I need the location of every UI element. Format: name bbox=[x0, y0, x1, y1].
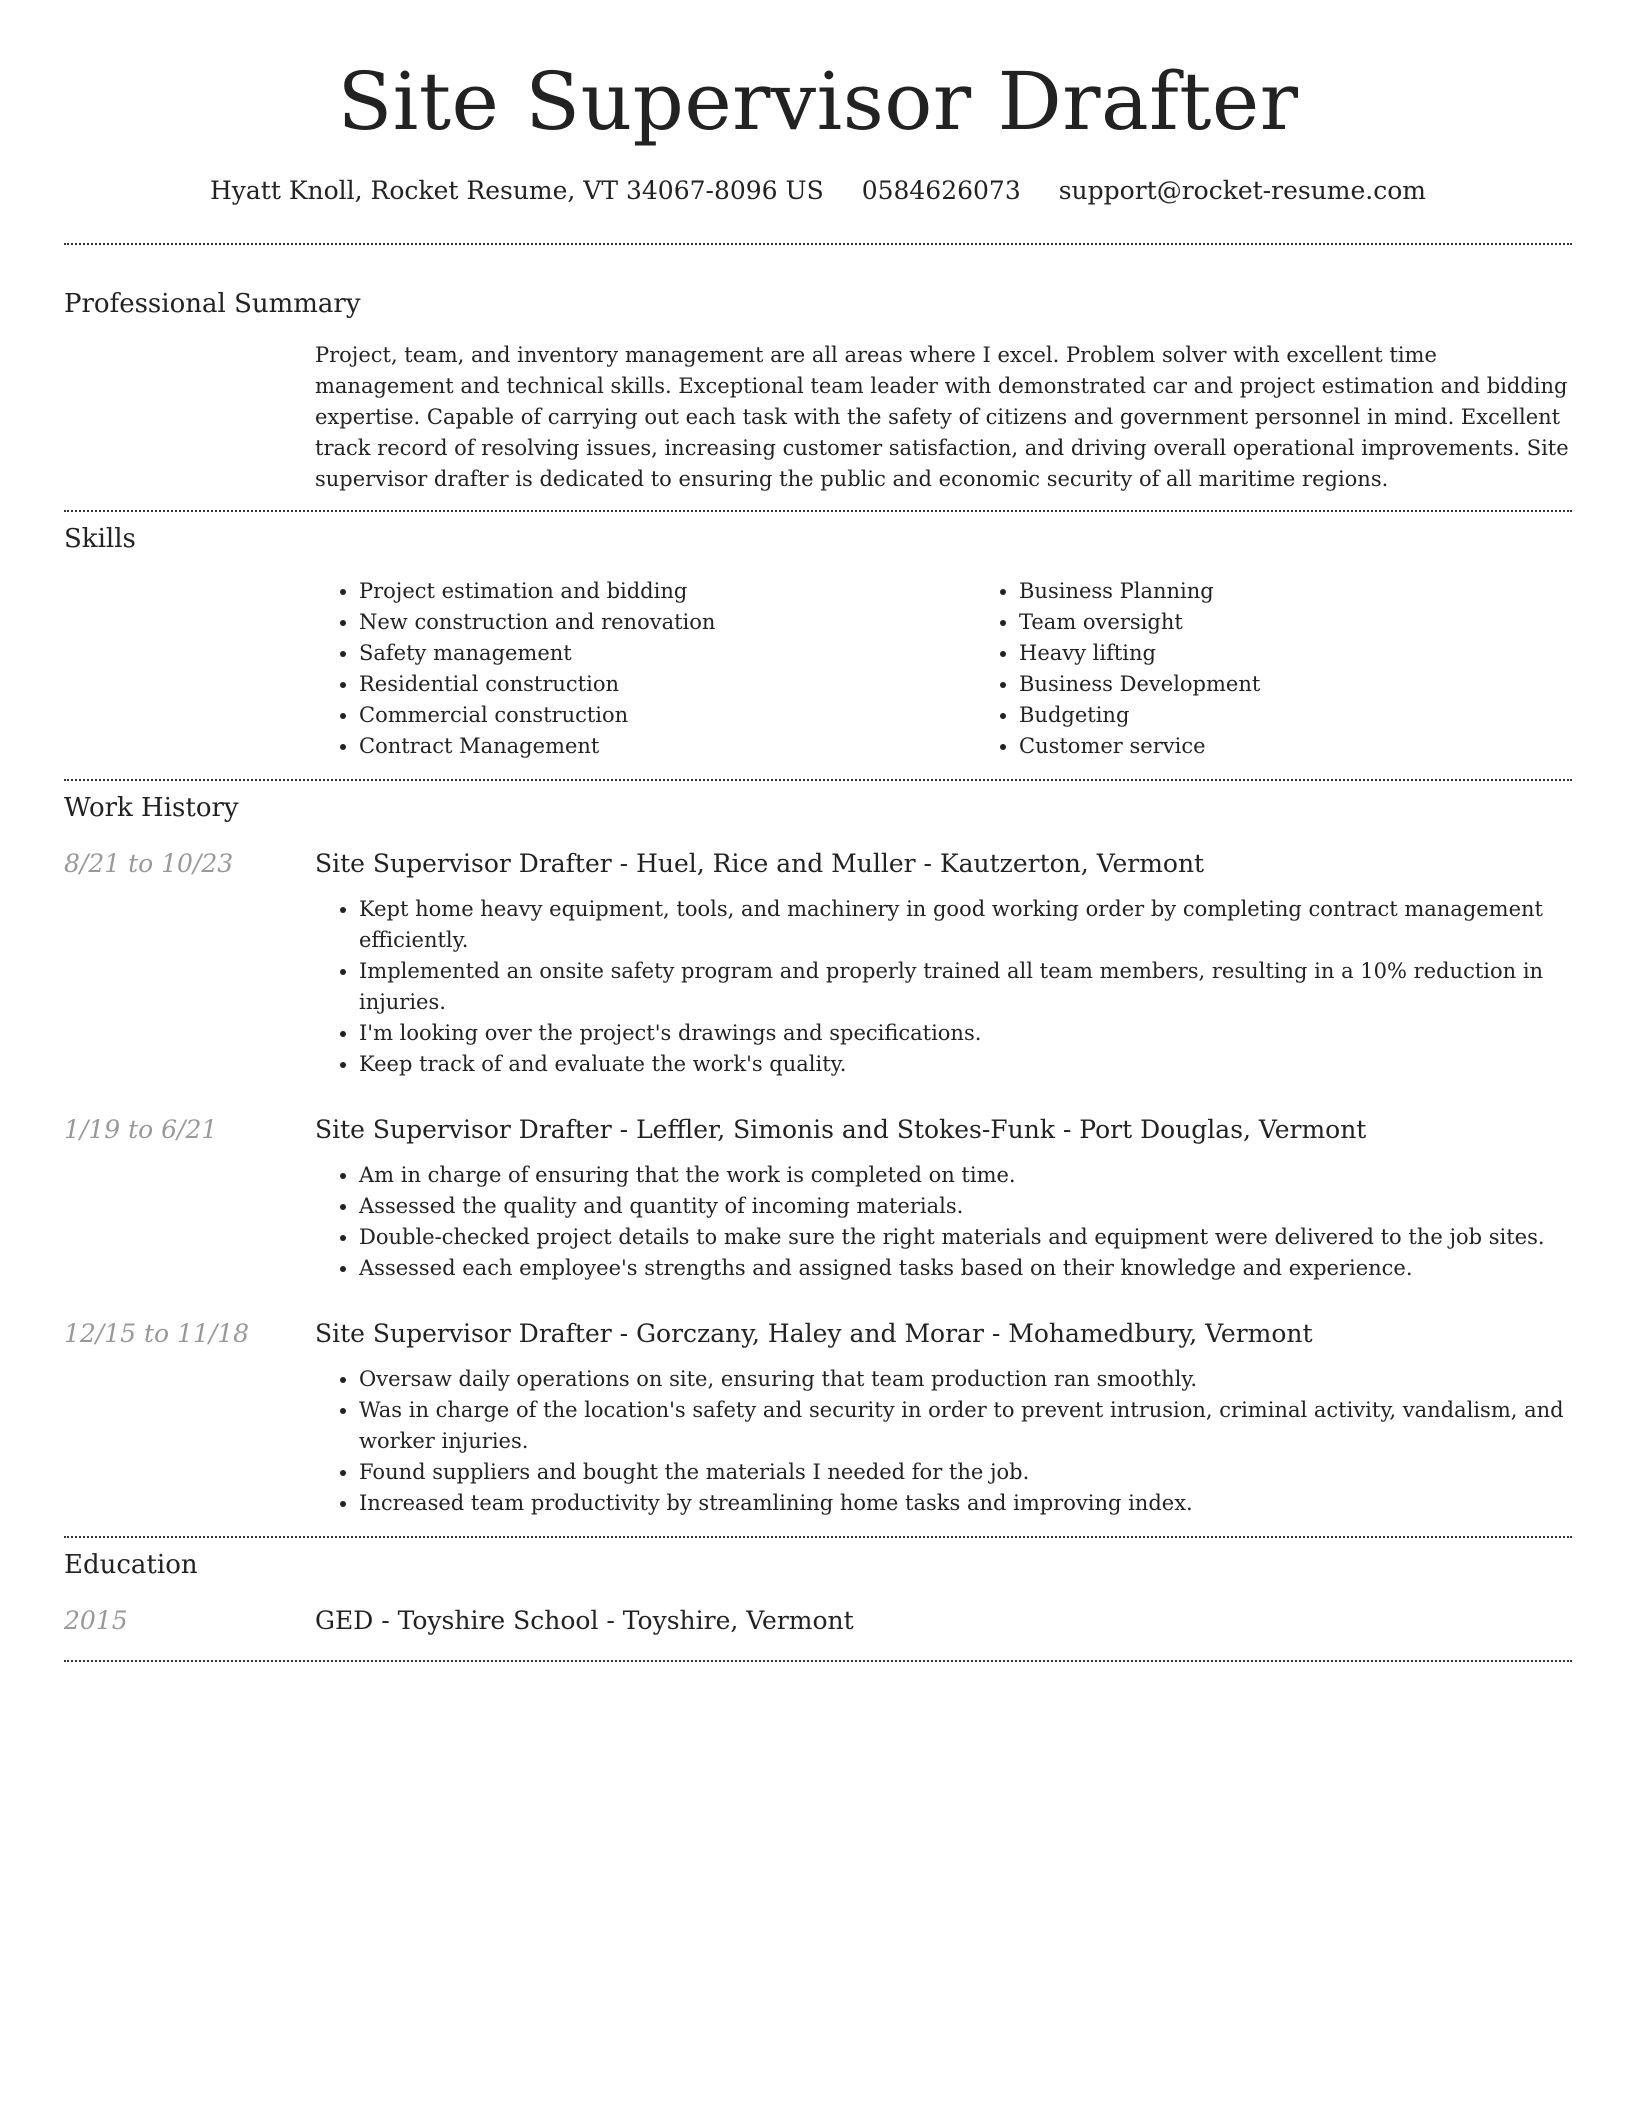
job-bullet: • Kept home heavy equipment, tools, and machinery in good working order by completing contract management efficiently. bbox=[359, 894, 1572, 956]
contact-phone: 0584626073 bbox=[861, 176, 1021, 205]
job-entry bbox=[64, 847, 1572, 1080]
contact-line bbox=[64, 174, 1572, 208]
skill-item: • Team oversight bbox=[1019, 607, 1632, 638]
job-dates: 8/21 to 10/23 bbox=[64, 849, 234, 878]
job-bullet: • Was in charge of the location's safety and security in order to prevent intrusion, criminal activity, vandalism, and worker injuries. bbox=[359, 1395, 1572, 1457]
job-bullets bbox=[315, 1160, 1572, 1284]
skill-item: • Heavy lifting bbox=[1019, 638, 1632, 669]
resume-page bbox=[64, 0, 1572, 1662]
job-heading: Site Supervisor Drafter - Huel, Rice and Muller - Kautzerton, Vermont bbox=[315, 849, 1205, 878]
summary-section bbox=[64, 287, 1572, 495]
contact-email: support@rocket-resume.com bbox=[1058, 176, 1427, 205]
resume-name: Site Supervisor Drafter bbox=[337, 55, 1299, 148]
summary-text: Project, team, and inventory management are all areas where I excel. Problem solver with excellent time management and technical skills. Exceptional team leader with demonstrated car and project estimation and bidding expertise. Capable of carrying out each task with the safety of citizens and government personnel in mind. Excellent track record of resolving issues, increasing customer satisfaction, and driving overall operational improvements. Site supervisor drafter is dedicated to ensuring the public and economic security of all maritime regions. bbox=[315, 343, 1569, 491]
skill-item: • Budgeting bbox=[1019, 700, 1632, 731]
divider bbox=[64, 1536, 1572, 1538]
job-bullet: • Double-checked project details to make sure the right materials and equipment were delivered to the job sites. bbox=[359, 1222, 1572, 1253]
skill-item: • Commercial construction bbox=[359, 700, 975, 731]
job-entry bbox=[64, 1113, 1572, 1284]
education-heading: GED - Toyshire School - Toyshire, Vermont bbox=[315, 1606, 854, 1635]
section-title-summary: Professional Summary bbox=[64, 289, 361, 319]
contact-address: Hyatt Knoll, Rocket Resume, VT 34067-8096 US bbox=[209, 176, 824, 205]
divider bbox=[64, 1660, 1572, 1662]
job-bullet: • Am in charge of ensuring that the work is completed on time. bbox=[359, 1160, 1572, 1191]
job-bullet: • Assessed each employee's strengths and assigned tasks based on their knowledge and experience. bbox=[359, 1253, 1572, 1284]
skill-item: • Safety management bbox=[359, 638, 975, 669]
skill-item: • Business Development bbox=[1019, 669, 1632, 700]
skills-list-left bbox=[315, 576, 975, 762]
job-dates: 1/19 to 6/21 bbox=[64, 1115, 218, 1144]
job-bullets bbox=[315, 894, 1572, 1080]
skill-item: • Business Planning bbox=[1019, 576, 1632, 607]
job-entry bbox=[64, 1317, 1572, 1519]
divider bbox=[64, 243, 1572, 245]
job-bullet: • Implemented an onsite safety program and properly trained all team members, resulting in a 10% reduction in injuries. bbox=[359, 956, 1572, 1018]
section-title-education: Education bbox=[64, 1550, 198, 1580]
skills-section bbox=[64, 522, 1572, 762]
skill-item: • Project estimation and bidding bbox=[359, 576, 975, 607]
skill-item: • Customer service bbox=[1019, 731, 1632, 762]
job-bullet: • I'm looking over the project's drawings and specifications. bbox=[359, 1018, 1572, 1049]
skill-item: • Contract Management bbox=[359, 731, 975, 762]
skill-item: • New construction and renovation bbox=[359, 607, 975, 638]
work-section bbox=[64, 791, 1572, 1519]
job-bullet: • Found suppliers and bought the materials I needed for the job. bbox=[359, 1457, 1572, 1488]
job-dates: 12/15 to 11/18 bbox=[64, 1319, 250, 1348]
skills-list-right bbox=[975, 576, 1632, 762]
skill-item: • Residential construction bbox=[359, 669, 975, 700]
section-title-skills: Skills bbox=[64, 524, 136, 554]
job-heading: Site Supervisor Drafter - Gorczany, Haley and Morar - Mohamedbury, Vermont bbox=[315, 1319, 1313, 1348]
education-year: 2015 bbox=[64, 1606, 128, 1635]
job-heading: Site Supervisor Drafter - Leffler, Simonis and Stokes-Funk - Port Douglas, Vermont bbox=[315, 1115, 1367, 1144]
job-bullet: • Assessed the quality and quantity of incoming materials. bbox=[359, 1191, 1572, 1222]
education-entry bbox=[64, 1604, 1572, 1638]
education-section bbox=[64, 1548, 1572, 1638]
divider bbox=[64, 510, 1572, 512]
job-bullet: • Increased team productivity by streamlining home tasks and improving index. bbox=[359, 1488, 1572, 1519]
job-bullet: • Keep track of and evaluate the work's quality. bbox=[359, 1049, 1572, 1080]
job-bullet: • Oversaw daily operations on site, ensuring that team production ran smoothly. bbox=[359, 1364, 1572, 1395]
divider bbox=[64, 779, 1572, 781]
section-title-work: Work History bbox=[64, 793, 239, 823]
job-bullets bbox=[315, 1364, 1572, 1519]
